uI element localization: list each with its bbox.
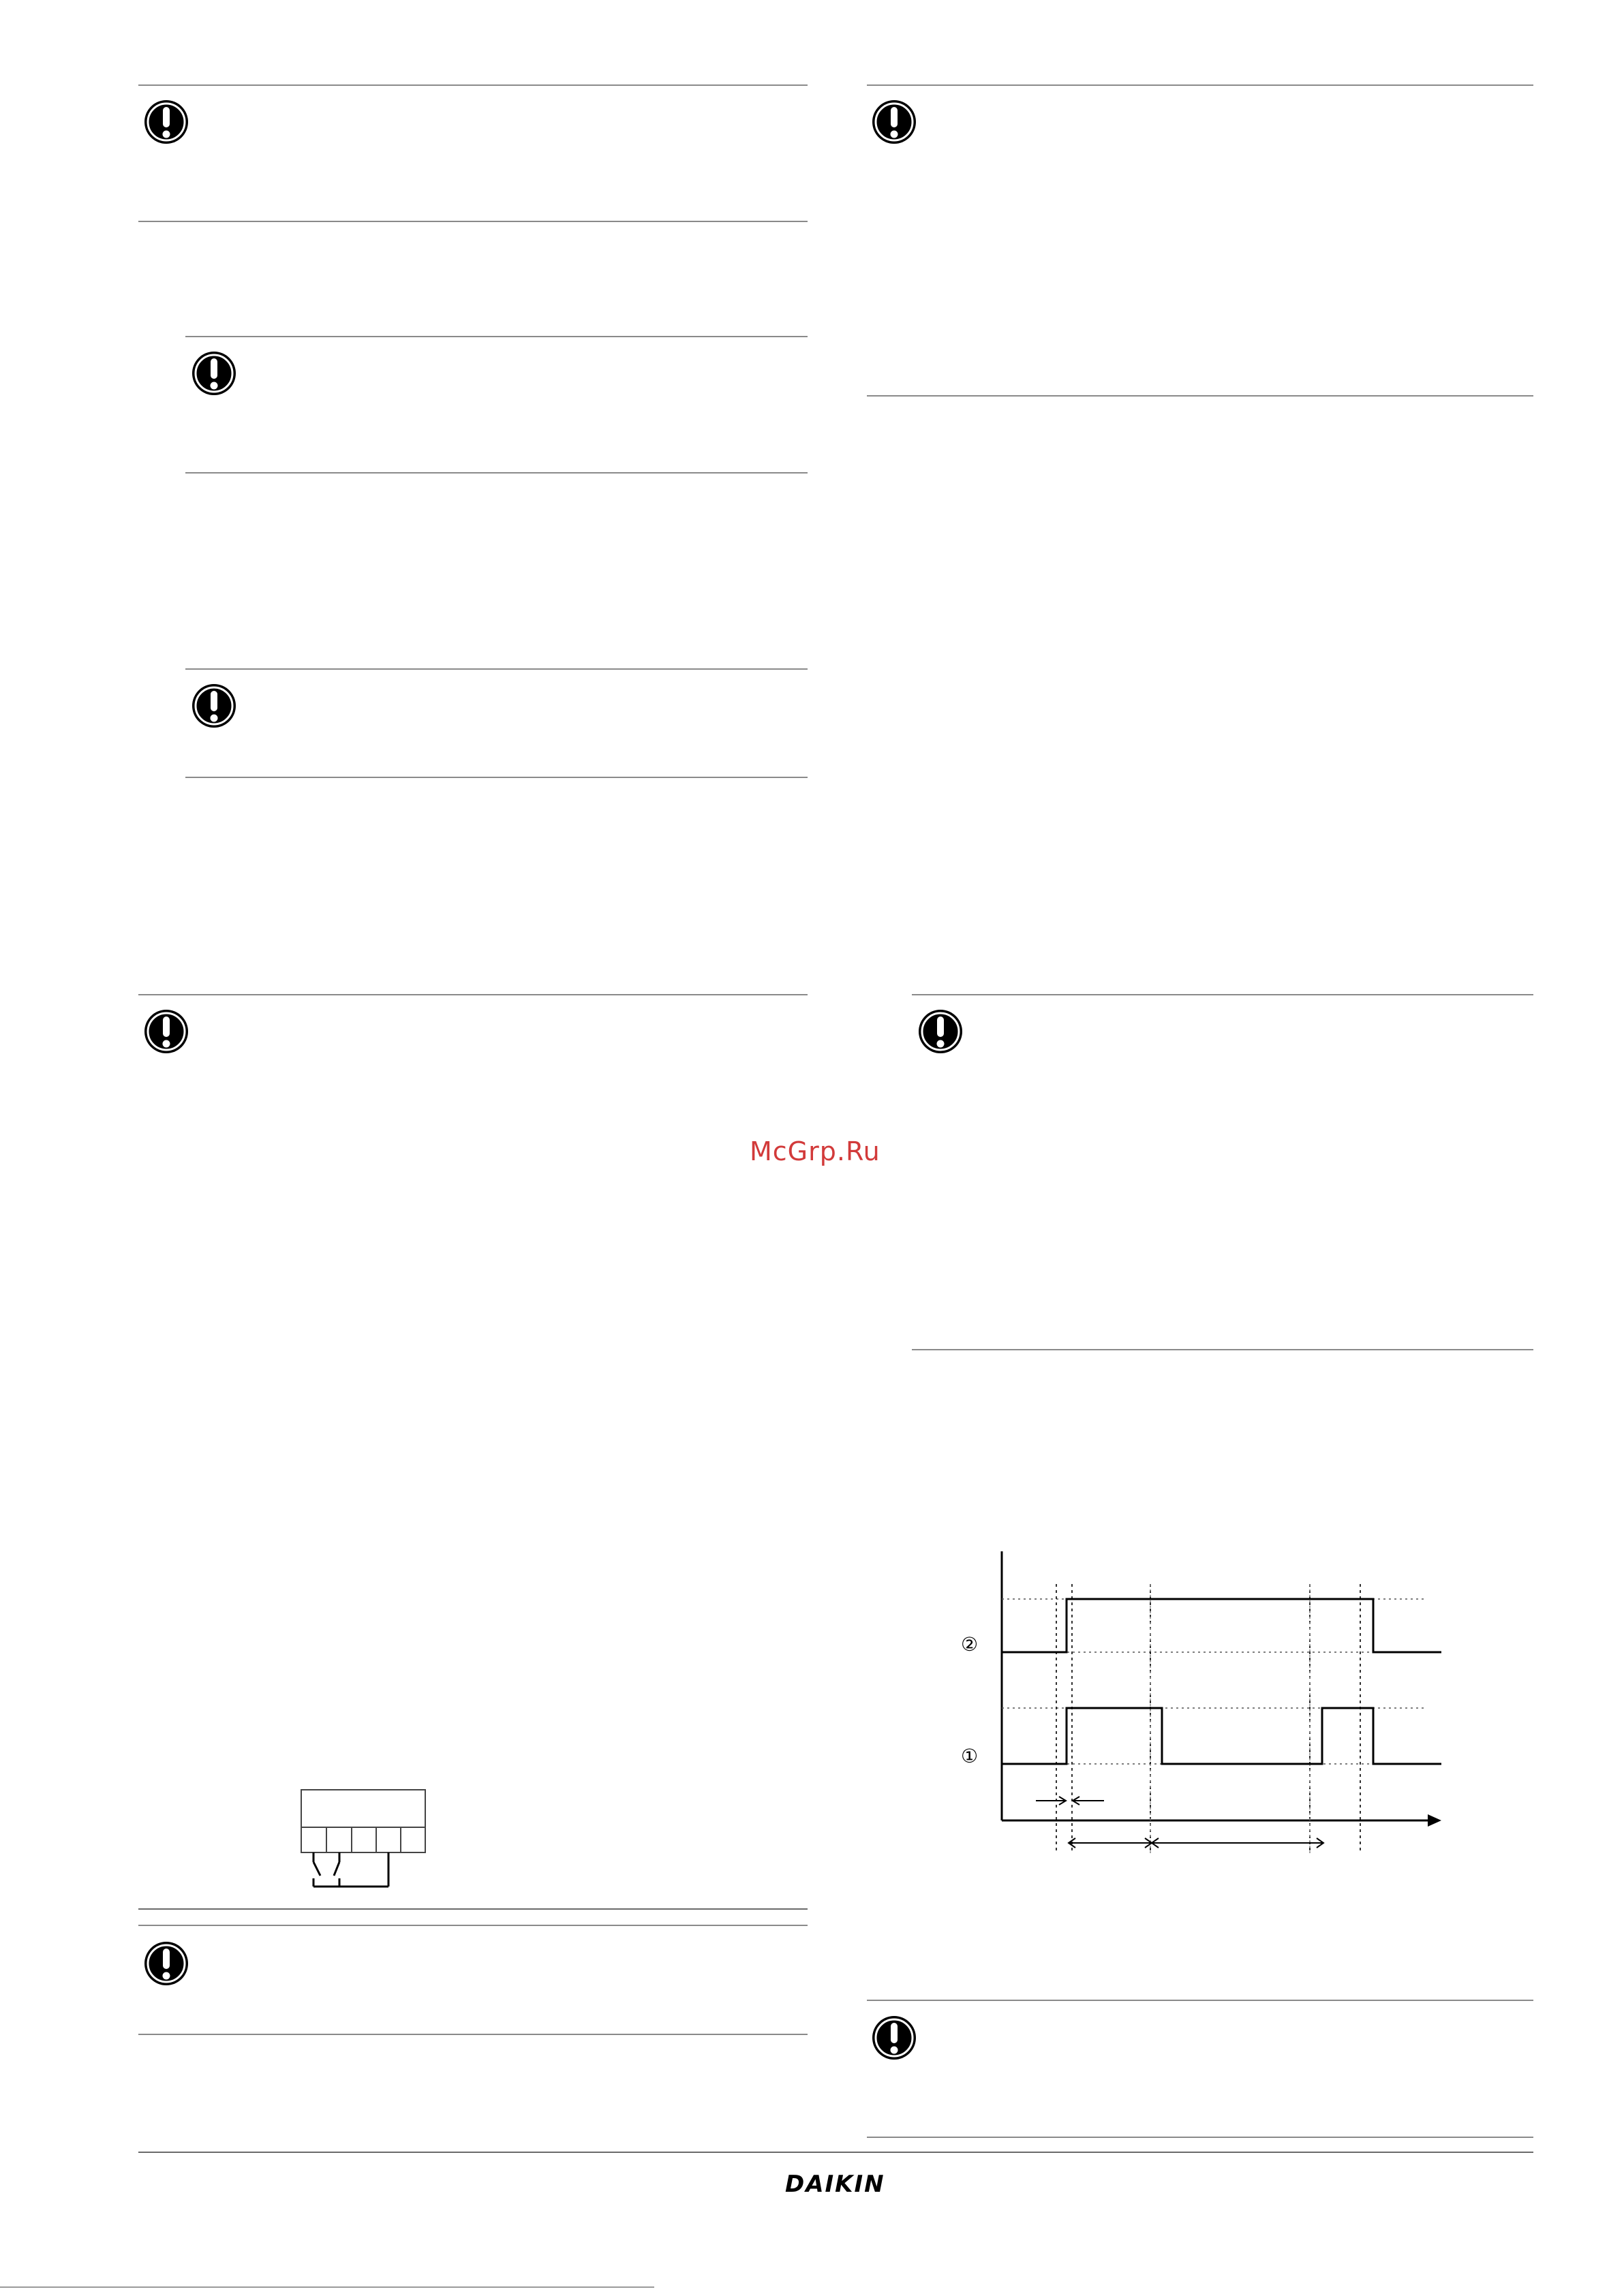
- right-notice-3-top-rule: [867, 2000, 1533, 2001]
- x-axis-arrowhead: [1428, 1814, 1441, 1827]
- timing-chart: [940, 1543, 1458, 1863]
- watermark-text: McGrp.Ru: [750, 1136, 880, 1166]
- exclamation-notice-icon: [142, 1939, 191, 1988]
- exclamation-notice-icon: [870, 97, 919, 146]
- terminal-block-diagram: [293, 1782, 436, 1897]
- signal-1-label: ①: [961, 1745, 979, 1767]
- left-section-end-rule: [138, 1908, 808, 1910]
- left-notice-1-bottom-rule: [138, 221, 808, 222]
- page-bottom-edge: [0, 2286, 654, 2288]
- right-notice-3-bottom-rule: [867, 2137, 1533, 2138]
- exclamation-notice-icon: [189, 349, 239, 398]
- left-notice-2-top-rule: [185, 336, 808, 337]
- right-notice-2-bottom-rule: [912, 1349, 1533, 1350]
- footer-rule: [138, 2152, 1533, 2153]
- brand-logo: DAIKIN: [785, 2171, 885, 2198]
- left-notice-3-top-rule: [185, 668, 808, 670]
- right-notice-1-top-rule: [867, 84, 1533, 86]
- signal-2-trace: [1002, 1599, 1441, 1652]
- left-notice-1-top-rule: [138, 84, 808, 86]
- left-notice-3-bottom-rule: [185, 777, 808, 778]
- signal-2-label: ②: [961, 1633, 979, 1656]
- exclamation-notice-icon: [189, 681, 239, 730]
- exclamation-notice-icon: [142, 97, 191, 146]
- exclamation-notice-icon: [142, 1007, 191, 1056]
- right-notice-2-top-rule: [912, 994, 1533, 995]
- exclamation-notice-icon: [870, 2013, 919, 2062]
- exclamation-notice-icon: [916, 1007, 965, 1056]
- left-notice-5-bottom-rule: [138, 2034, 808, 2035]
- right-notice-1-bottom-rule: [867, 395, 1533, 397]
- left-notice-4-top-rule: [138, 994, 808, 995]
- left-notice-5-top-rule: [138, 1925, 808, 1926]
- left-notice-2-bottom-rule: [185, 472, 808, 474]
- signal-1-trace: [1002, 1708, 1441, 1764]
